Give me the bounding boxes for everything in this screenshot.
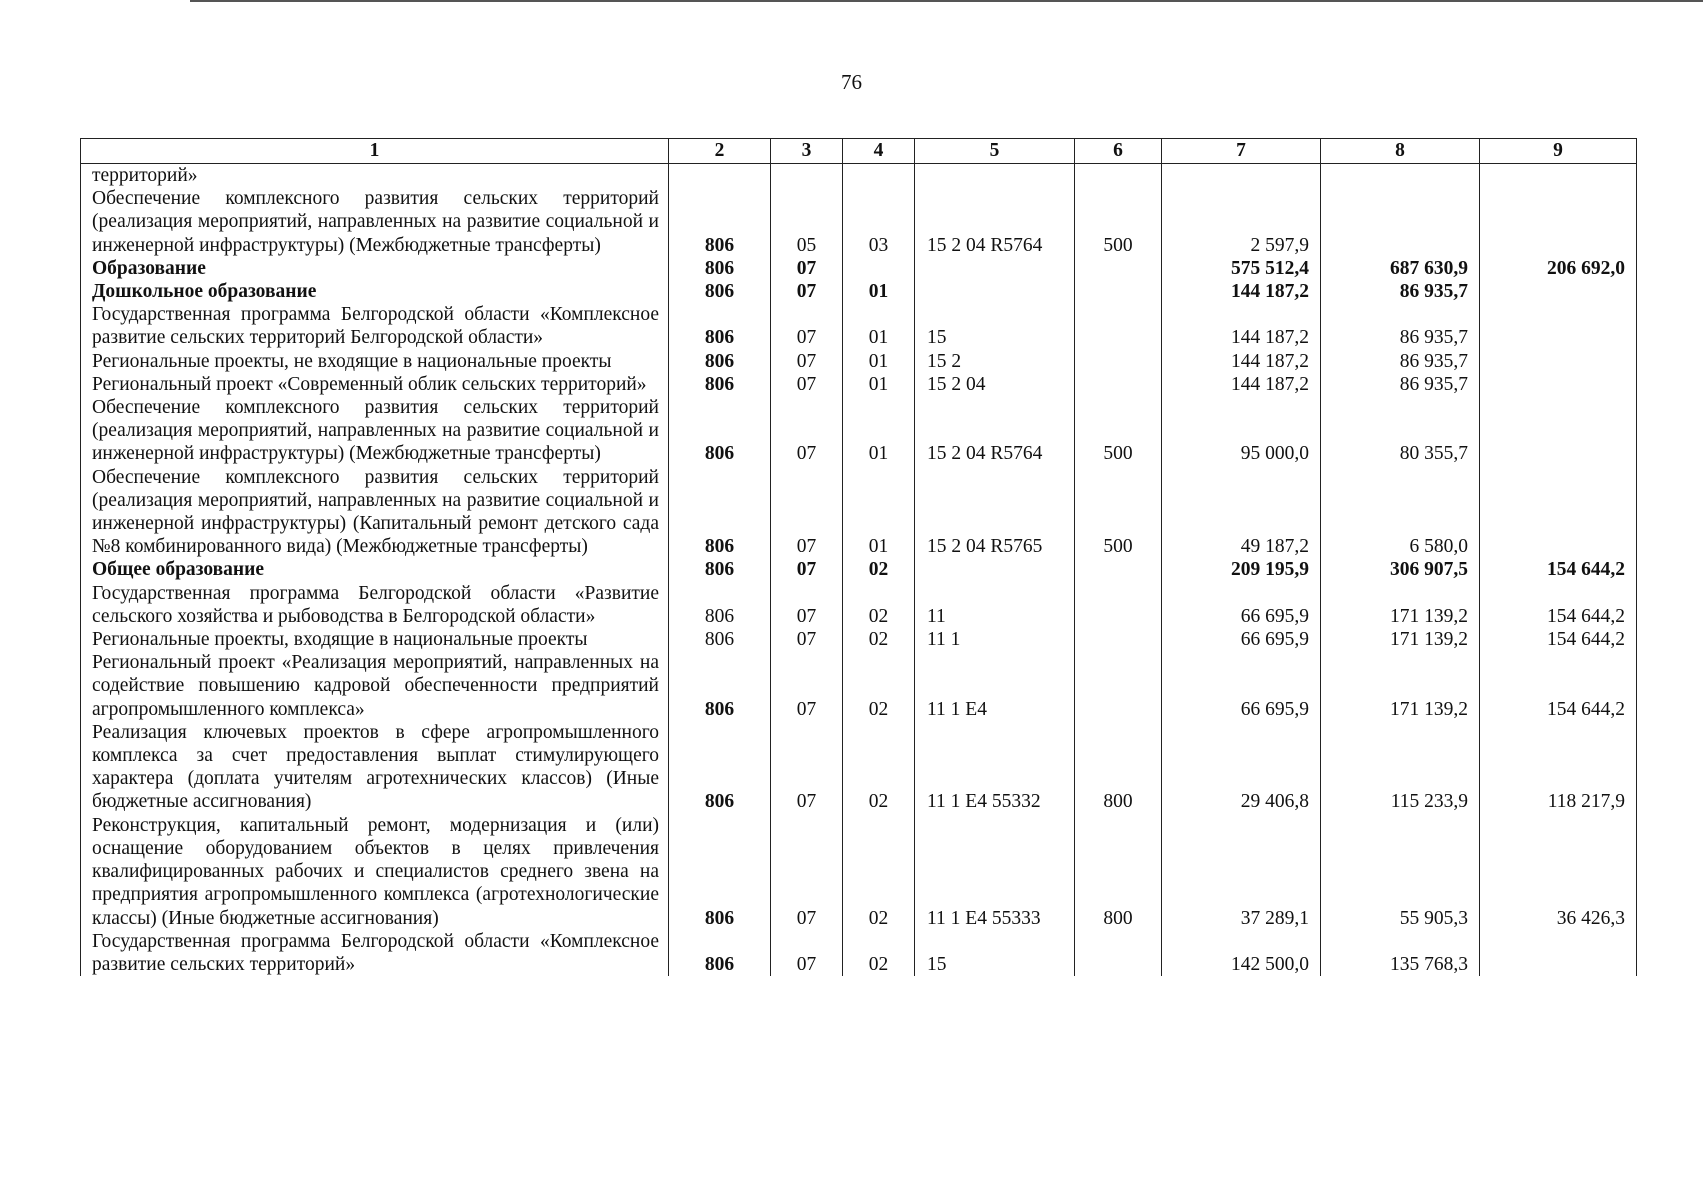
row-code-main <box>669 164 771 188</box>
row-subsection: 02 <box>843 930 915 976</box>
row-amount-col9 <box>1480 396 1637 466</box>
row-subsection: 01 <box>843 466 915 559</box>
row-code-main: 806 <box>669 350 771 373</box>
row-amount-col7: 29 406,8 <box>1162 721 1321 814</box>
row-amount-col9 <box>1480 280 1637 303</box>
row-expense-type <box>1075 257 1162 280</box>
table-row <box>81 628 1637 651</box>
row-amount-col8 <box>1321 164 1480 188</box>
row-amount-col7: 66 695,9 <box>1162 651 1321 721</box>
row-amount-col9: 154 644,2 <box>1480 628 1637 651</box>
row-amount-col7: 142 500,0 <box>1162 930 1321 976</box>
row-subsection: 01 <box>843 396 915 466</box>
row-section: 07 <box>771 814 843 930</box>
row-amount-col7: 66 695,9 <box>1162 628 1321 651</box>
row-expense-type: 500 <box>1075 396 1162 466</box>
row-section: 07 <box>771 350 843 373</box>
row-target-article: 11 1 E4 55333 <box>915 814 1075 930</box>
row-name: Региональные проекты, входящие в национальные проекты <box>81 628 669 651</box>
row-name: Региональный проект «Реализация мероприятий, направленных на содействие повышению кадровой обеспеченности предприятий агропромышленного комплекса» <box>81 651 669 721</box>
row-amount-col9: 154 644,2 <box>1480 582 1637 628</box>
row-section: 07 <box>771 558 843 581</box>
row-name: Общее образование <box>81 558 669 581</box>
row-code-main: 806 <box>669 257 771 280</box>
row-amount-col7: 144 187,2 <box>1162 373 1321 396</box>
row-amount-col7: 144 187,2 <box>1162 280 1321 303</box>
row-code-main: 806 <box>669 721 771 814</box>
row-amount-col8: 115 233,9 <box>1321 721 1480 814</box>
row-expense-type <box>1075 930 1162 976</box>
row-amount-col7: 66 695,9 <box>1162 582 1321 628</box>
row-subsection: 02 <box>843 628 915 651</box>
row-amount-col8: 687 630,9 <box>1321 257 1480 280</box>
row-amount-col7: 37 289,1 <box>1162 814 1321 930</box>
table-row <box>81 582 1637 628</box>
row-subsection: 01 <box>843 373 915 396</box>
row-amount-col8 <box>1321 187 1480 257</box>
row-code-main: 806 <box>669 280 771 303</box>
row-expense-type <box>1075 350 1162 373</box>
row-amount-col9: 154 644,2 <box>1480 651 1637 721</box>
row-amount-col9: 36 426,3 <box>1480 814 1637 930</box>
row-amount-col7 <box>1162 164 1321 188</box>
row-expense-type <box>1075 651 1162 721</box>
row-expense-type <box>1075 628 1162 651</box>
row-amount-col9 <box>1480 466 1637 559</box>
row-amount-col7: 209 195,9 <box>1162 558 1321 581</box>
row-name: Региональный проект «Современный облик сельских территорий» <box>81 373 669 396</box>
row-amount-col9 <box>1480 303 1637 349</box>
table-row <box>81 303 1637 349</box>
row-amount-col8: 306 907,5 <box>1321 558 1480 581</box>
row-name: Государственная программа Белгородской области «Комплексное развитие сельских территорий» <box>81 930 669 976</box>
row-expense-type: 500 <box>1075 466 1162 559</box>
row-section: 07 <box>771 628 843 651</box>
top-rule <box>190 0 1703 2</box>
row-subsection: 01 <box>843 280 915 303</box>
row-amount-col8: 86 935,7 <box>1321 350 1480 373</box>
row-subsection <box>843 257 915 280</box>
row-section: 07 <box>771 280 843 303</box>
row-code-main: 806 <box>669 651 771 721</box>
header-cell-2: 2 <box>669 139 771 164</box>
row-amount-col8: 171 139,2 <box>1321 628 1480 651</box>
row-expense-type: 500 <box>1075 187 1162 257</box>
row-code-main: 806 <box>669 814 771 930</box>
row-subsection: 02 <box>843 651 915 721</box>
row-subsection: 03 <box>843 187 915 257</box>
row-code-main: 806 <box>669 303 771 349</box>
row-target-article <box>915 280 1075 303</box>
row-name: Региональные проекты, не входящие в национальные проекты <box>81 350 669 373</box>
table-row <box>81 930 1637 976</box>
row-target-article: 15 2 04 R5765 <box>915 466 1075 559</box>
row-expense-type: 800 <box>1075 814 1162 930</box>
row-section: 05 <box>771 187 843 257</box>
row-section: 07 <box>771 257 843 280</box>
page-number: 76 <box>841 70 862 94</box>
header-cell-9: 9 <box>1480 139 1637 164</box>
row-amount-col8: 171 139,2 <box>1321 582 1480 628</box>
row-name: Образование <box>81 257 669 280</box>
row-expense-type <box>1075 582 1162 628</box>
row-expense-type <box>1075 280 1162 303</box>
budget-table <box>80 138 1637 976</box>
row-target-article: 15 2 04 R5764 <box>915 396 1075 466</box>
row-amount-col7: 575 512,4 <box>1162 257 1321 280</box>
row-amount-col7: 49 187,2 <box>1162 466 1321 559</box>
row-amount-col9: 206 692,0 <box>1480 257 1637 280</box>
table-row <box>81 396 1637 466</box>
row-name: Обеспечение комплексного развития сельских территорий (реализация мероприятий, направленных на развитие социальной и инженерной инфраструктуры) (Межбюджетные трансферты) <box>81 396 669 466</box>
row-expense-type <box>1075 303 1162 349</box>
row-section: 07 <box>771 373 843 396</box>
row-name: территорий» <box>81 164 669 188</box>
row-section: 07 <box>771 582 843 628</box>
row-name: Обеспечение комплексного развития сельских территорий (реализация мероприятий, направленных на развитие социальной и инженерной инфраструктуры) (Капитальный ремонт детского сада №8 комбинированного вида) (Межбюджетные трансферты) <box>81 466 669 559</box>
row-code-main: 806 <box>669 558 771 581</box>
row-code-main: 806 <box>669 628 771 651</box>
row-target-article: 11 1 <box>915 628 1075 651</box>
row-name: Обеспечение комплексного развития сельских территорий (реализация мероприятий, направленных на развитие социальной и инженерной инфраструктуры) (Межбюджетные трансферты) <box>81 187 669 257</box>
row-target-article: 11 1 E4 55332 <box>915 721 1075 814</box>
row-amount-col9 <box>1480 350 1637 373</box>
table-row <box>81 558 1637 581</box>
row-name: Реконструкция, капитальный ремонт, модернизация и (или) оснащение оборудованием объектов в целях привлечения квалифицированных рабочих и специалистов среднего звена на предприятия агропромышленного комплекса (агротехнологические классы) (Иные бюджетные ассигнования) <box>81 814 669 930</box>
row-subsection <box>843 164 915 188</box>
row-expense-type: 800 <box>1075 721 1162 814</box>
row-name: Государственная программа Белгородской области «Комплексное развитие сельских территорий Белгородской области» <box>81 303 669 349</box>
row-amount-col9 <box>1480 187 1637 257</box>
row-amount-col9 <box>1480 373 1637 396</box>
row-amount-col9 <box>1480 930 1637 976</box>
table-row <box>81 721 1637 814</box>
row-section: 07 <box>771 651 843 721</box>
row-section: 07 <box>771 930 843 976</box>
row-code-main: 806 <box>669 396 771 466</box>
header-cell-1: 1 <box>81 139 669 164</box>
row-amount-col8: 86 935,7 <box>1321 373 1480 396</box>
row-section: 07 <box>771 303 843 349</box>
table-row <box>81 164 1637 188</box>
row-section: 07 <box>771 721 843 814</box>
table-header <box>81 139 1637 164</box>
header-cell-4: 4 <box>843 139 915 164</box>
row-subsection: 02 <box>843 721 915 814</box>
table-row <box>81 257 1637 280</box>
row-section: 07 <box>771 466 843 559</box>
table-row <box>81 814 1637 930</box>
row-expense-type <box>1075 164 1162 188</box>
row-amount-col8: 55 905,3 <box>1321 814 1480 930</box>
row-amount-col8: 6 580,0 <box>1321 466 1480 559</box>
row-subsection: 01 <box>843 303 915 349</box>
row-target-article: 15 <box>915 303 1075 349</box>
row-amount-col9 <box>1480 164 1637 188</box>
row-name: Реализация ключевых проектов в сфере агропромышленного комплекса за счет предоставления выплат стимулирующего характера (доплата учителям агротехнических классов) (Иные бюджетные ассигнования) <box>81 721 669 814</box>
table-row <box>81 373 1637 396</box>
row-subsection: 02 <box>843 582 915 628</box>
row-name: Государственная программа Белгородской области «Развитие сельского хозяйства и рыбоводства в Белгородской области» <box>81 582 669 628</box>
header-cell-5: 5 <box>915 139 1075 164</box>
row-amount-col7: 144 187,2 <box>1162 350 1321 373</box>
row-code-main: 806 <box>669 582 771 628</box>
row-amount-col7: 144 187,2 <box>1162 303 1321 349</box>
row-amount-col9: 154 644,2 <box>1480 558 1637 581</box>
row-subsection: 01 <box>843 350 915 373</box>
row-amount-col8: 135 768,3 <box>1321 930 1480 976</box>
row-target-article: 11 <box>915 582 1075 628</box>
row-target-article: 15 <box>915 930 1075 976</box>
table-row <box>81 350 1637 373</box>
row-amount-col8: 86 935,7 <box>1321 280 1480 303</box>
table-body <box>81 164 1637 977</box>
row-subsection: 02 <box>843 814 915 930</box>
header-row <box>81 139 1637 164</box>
row-section: 07 <box>771 396 843 466</box>
row-target-article: 15 2 04 <box>915 373 1075 396</box>
row-code-main: 806 <box>669 930 771 976</box>
row-target-article: 15 2 04 R5764 <box>915 187 1075 257</box>
row-amount-col8: 80 355,7 <box>1321 396 1480 466</box>
header-cell-3: 3 <box>771 139 843 164</box>
header-cell-8: 8 <box>1321 139 1480 164</box>
header-cell-6: 6 <box>1075 139 1162 164</box>
row-section <box>771 164 843 188</box>
header-cell-7: 7 <box>1162 139 1321 164</box>
table-row <box>81 651 1637 721</box>
row-amount-col8: 86 935,7 <box>1321 303 1480 349</box>
row-code-main: 806 <box>669 187 771 257</box>
row-target-article <box>915 558 1075 581</box>
row-target-article: 11 1 E4 <box>915 651 1075 721</box>
row-code-main: 806 <box>669 466 771 559</box>
row-expense-type <box>1075 373 1162 396</box>
row-amount-col8: 171 139,2 <box>1321 651 1480 721</box>
row-target-article <box>915 257 1075 280</box>
table-row <box>81 466 1637 559</box>
row-amount-col7: 95 000,0 <box>1162 396 1321 466</box>
row-target-article <box>915 164 1075 188</box>
row-target-article: 15 2 <box>915 350 1075 373</box>
row-amount-col7: 2 597,9 <box>1162 187 1321 257</box>
row-code-main: 806 <box>669 373 771 396</box>
row-subsection: 02 <box>843 558 915 581</box>
row-amount-col9: 118 217,9 <box>1480 721 1637 814</box>
table-row <box>81 187 1637 257</box>
row-expense-type <box>1075 558 1162 581</box>
table-row <box>81 280 1637 303</box>
row-name: Дошкольное образование <box>81 280 669 303</box>
